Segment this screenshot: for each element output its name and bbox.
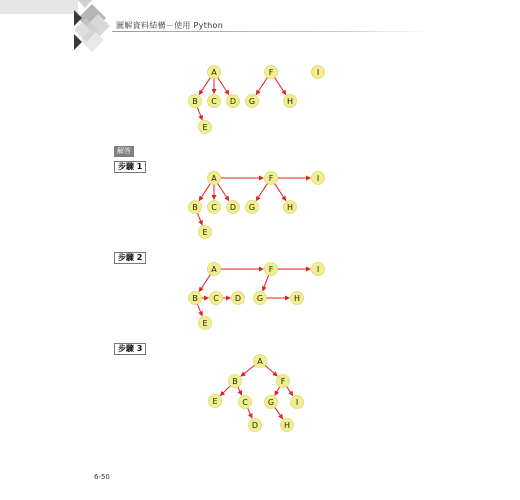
node-label-A: A [257, 357, 263, 366]
edge-A-B [199, 183, 210, 200]
edge-B-E [197, 213, 202, 225]
edge-B-E [197, 304, 202, 316]
node-label-A: A [211, 265, 217, 274]
node-label-A: A [211, 68, 217, 77]
step-1-label: 步驟 1 [114, 161, 146, 173]
node-label-E: E [202, 319, 208, 328]
edge-A-D [218, 77, 229, 94]
edge-B-E [220, 386, 230, 396]
node-label-D: D [229, 97, 237, 106]
node-label-H: H [286, 97, 294, 106]
node-label-I: I [316, 68, 320, 77]
edge-F-G [275, 387, 280, 396]
node-label-D: D [229, 203, 237, 212]
edge-B-C [238, 387, 242, 395]
step-3-figure [209, 355, 304, 432]
node-label-B: B [192, 97, 198, 106]
edge-G-H [275, 407, 283, 419]
edge-F-G [263, 275, 269, 291]
edge-A-B [199, 77, 210, 94]
node-label-G: G [248, 203, 256, 212]
edge-F-G [256, 183, 267, 200]
forest-original-figure [189, 66, 325, 134]
node-label-H: H [293, 294, 301, 303]
step-2-label: 步驟 2 [114, 252, 146, 264]
node-label-E: E [212, 397, 218, 406]
step-3-label: 步驟 3 [114, 343, 146, 355]
step-1-figure [189, 172, 325, 239]
node-label-G: G [248, 97, 256, 106]
edge-A-F [265, 365, 277, 376]
edge-C-D [248, 408, 252, 418]
node-label-F: F [280, 377, 286, 386]
edge-F-G [256, 77, 267, 94]
node-label-C: C [211, 97, 217, 106]
solution-tag: 解答 [114, 146, 134, 157]
node-label-C: C [211, 203, 217, 212]
node-label-H: H [286, 203, 294, 212]
node-label-C: C [213, 294, 219, 303]
node-label-F: F [268, 174, 274, 183]
page-header-title: 圖解資料結構－使用 Python [116, 21, 224, 30]
edge-B-E [197, 107, 202, 120]
node-label-F: F [268, 265, 274, 274]
node-label-I: I [316, 174, 320, 183]
node-label-B: B [232, 377, 238, 386]
node-label-B: B [192, 203, 198, 212]
page-number: 6-50 [94, 473, 110, 481]
node-label-G: G [267, 398, 275, 407]
edge-F-H [275, 77, 286, 94]
node-label-C: C [242, 398, 248, 407]
node-label-B: B [192, 294, 198, 303]
node-label-G: G [256, 294, 264, 303]
edge-A-D [218, 183, 229, 200]
edge-A-B [241, 365, 255, 376]
node-label-F: F [268, 68, 274, 77]
node-label-D: D [234, 294, 242, 303]
node-label-I: I [316, 265, 320, 274]
node-label-E: E [202, 228, 208, 237]
node-label-D: D [251, 421, 259, 430]
node-label-E: E [202, 123, 208, 132]
edge-F-H [275, 183, 286, 200]
node-label-H: H [283, 421, 291, 430]
node-label-A: A [211, 174, 217, 183]
edge-A-B [199, 274, 210, 291]
node-label-I: I [295, 398, 299, 407]
step-2-figure [189, 263, 325, 330]
edge-F-I [287, 386, 293, 395]
